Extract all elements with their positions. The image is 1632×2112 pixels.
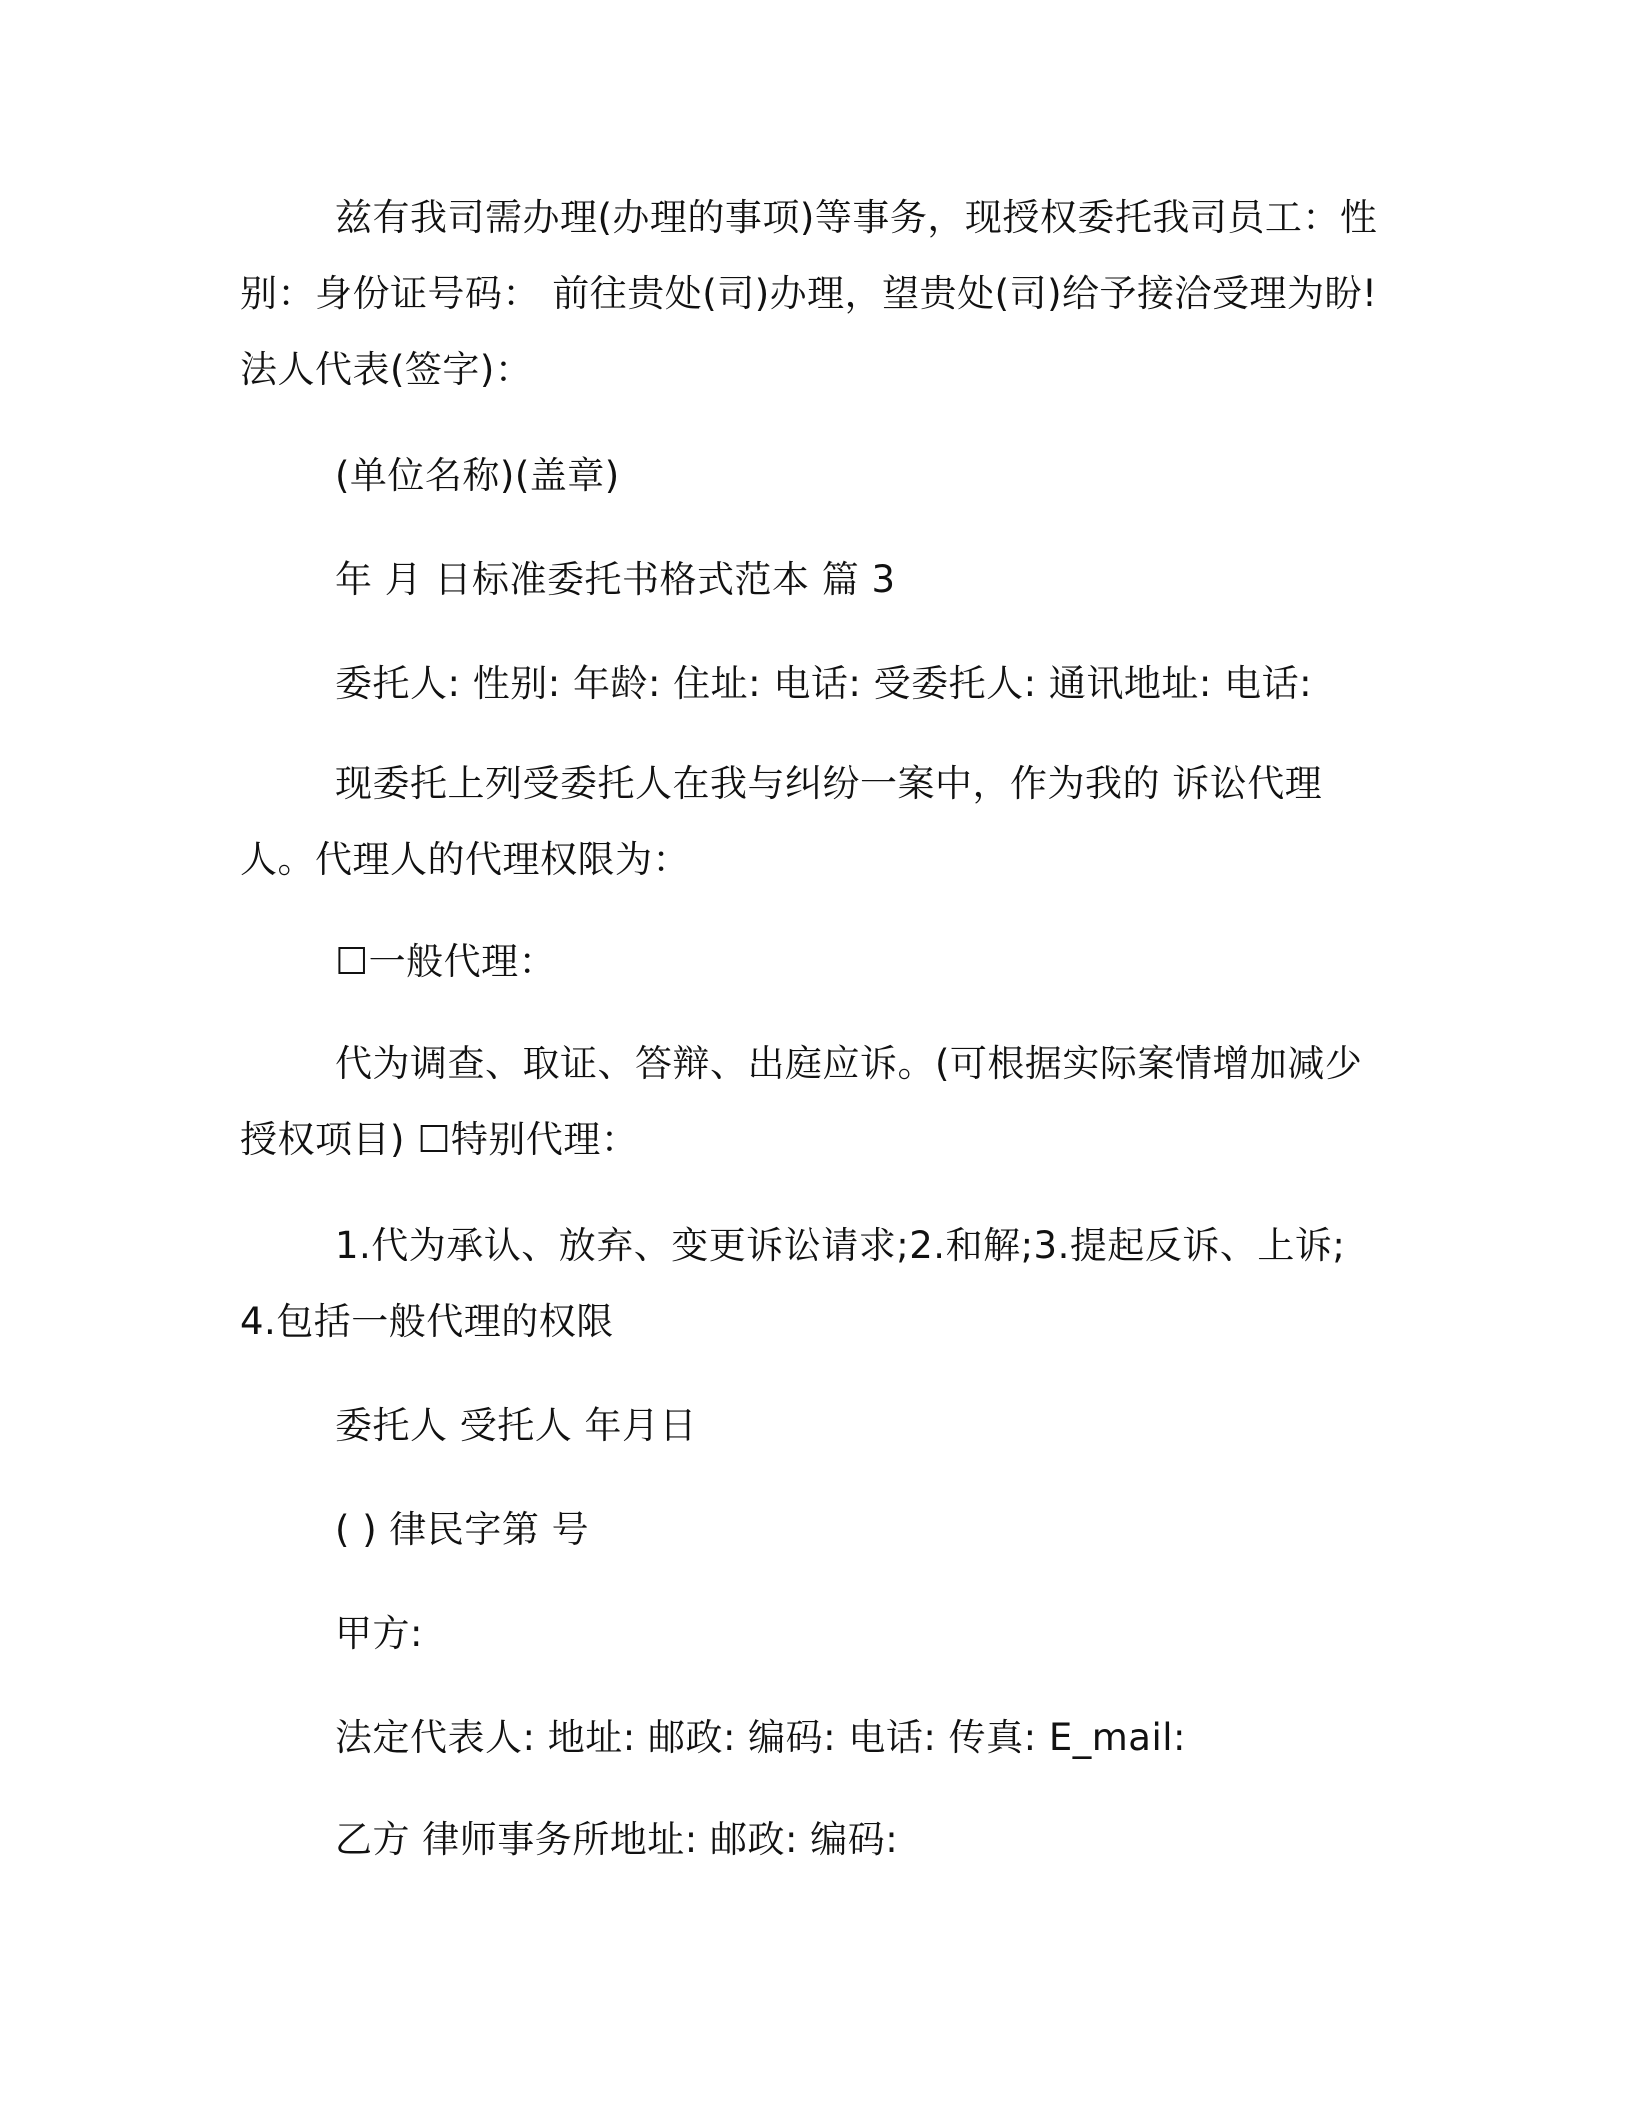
paragraph-unit-seal: (单位名称)(盖章) — [335, 454, 620, 497]
paragraph-section-title: 年 月 日标准委托书格式范本 篇 3 — [335, 558, 896, 601]
paragraph-case-number: ( ) 律民字第 号 — [335, 1508, 590, 1551]
paragraph-signatures: 委托人 受托人 年月日 — [335, 1404, 698, 1447]
paragraph-appointment: 现委托上列受委托人在我与纠纷一案中，作为我的 诉讼代理人。代理人的代理权限为： — [240, 762, 1323, 881]
paragraph-authorization: 兹有我司需办理(办理的事项)等事务，现授权委托我司员工：性别：身份证号码： 前往贵处(司)办理，望贵处(司)给予接洽受理为盼! 法人代表(签字)： — [240, 196, 1378, 391]
paragraph-general-agency: ☐一般代理： — [335, 940, 557, 983]
paragraph-agency-scope: 代为调查、取证、答辩、出庭应诉。(可根据实际案情增加减少授权项目) ☐特别代理： — [240, 1042, 1363, 1161]
paragraph-party-a: 甲方: — [335, 1612, 423, 1655]
paragraph-special-powers: 1.代为承认、放弃、变更诉讼请求;2.和解;3.提起反诉、上诉;4.包括一般代理的权限 — [240, 1224, 1346, 1343]
paragraph-principal-info: 委托人: 性别: 年龄: 住址: 电话: 受委托人: 通讯地址: 电话: — [335, 662, 1313, 705]
paragraph-party-a-details: 法定代表人: 地址: 邮政: 编码: 电话: 传真: E_mail: — [335, 1716, 1186, 1759]
paragraph-party-b: 乙方 律师事务所地址: 邮政: 编码: — [335, 1818, 899, 1861]
